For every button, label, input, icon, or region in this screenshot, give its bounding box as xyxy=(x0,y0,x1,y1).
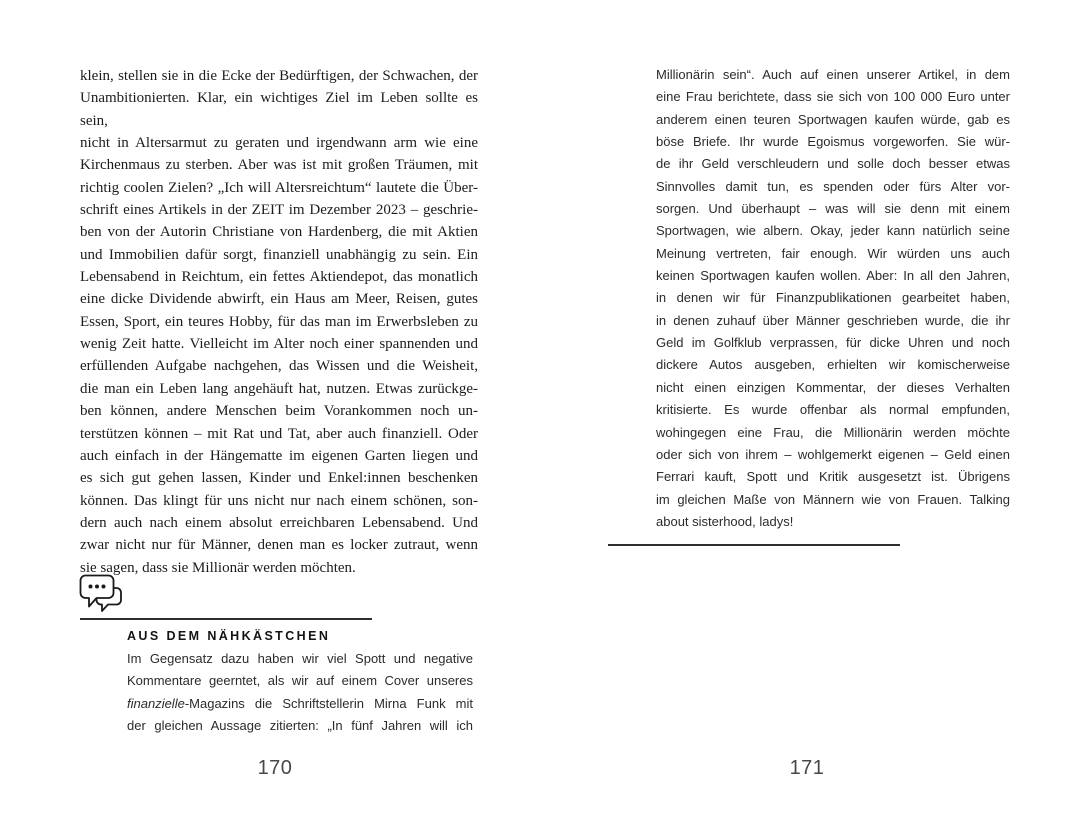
text-line: schrift eines Artikels in der ZEIT im Dezember 2023 – geschrie- xyxy=(80,202,478,219)
callout-top-rule xyxy=(80,618,372,620)
text-line: ben von der Autorin Christiane von Hardenberg, die mit Aktien xyxy=(80,224,478,241)
text-line: es sich gut gehen lassen, Kinder und Enkel:innen beschenken xyxy=(80,470,478,487)
text-line xyxy=(127,693,473,715)
text-line: richtig coolen Zielen? „Ich will Altersreichtum“ lautete die Über- xyxy=(80,179,478,196)
speech-bubbles-icon xyxy=(77,574,129,616)
text-line: Sportwagen, wie albern. Okay, jeder kann natürlich seine xyxy=(656,223,1010,239)
text-line: klein, stellen sie in die Ecke der Bedürftigen, der Schwachen, der xyxy=(80,68,478,84)
text-line: oder sich von ihrem – wohlgemerkt eigenen – Geld einen xyxy=(656,446,1010,462)
callout-text xyxy=(127,648,473,693)
text-line: Geld im Golfklub verprassen, für dicke Uhren und noch xyxy=(656,335,1010,351)
callout-box xyxy=(127,629,473,737)
text-line: im gleichen Maße von Männern wie von Frauen. Talking xyxy=(656,491,1010,507)
text-line: eine dicke Dividende abwirft, ein Haus am Meer, Reisen, gutes xyxy=(80,291,478,308)
right-page-body-text xyxy=(656,64,1010,533)
text-line: Lebensabend in Reichtum, ein fettes Aktiendepot, das monatlich xyxy=(80,269,478,286)
text-line: in denen zuhauf über Männer geschrieben wurde, die ihr xyxy=(656,312,1010,328)
text-line: wenig Zeit hatte. Vielleicht im Alter noch einer spannenden und xyxy=(80,336,478,353)
text-line: ben können, andere Menschen beim Vorankommen noch un- xyxy=(80,403,478,420)
page-number-right: 171 xyxy=(789,757,825,779)
text-line: böse Briefe. Ihr wurde Egoismus vorgeworfen. Sie wür- xyxy=(656,134,1010,150)
text-line: Essen, Sport, ein teures Hobby, für das man im Erwerbsleben zu xyxy=(80,313,478,330)
text-line-rest: -Magazins die Schriftstellerin Mirna Funk mit xyxy=(184,695,473,711)
text-line: sorgen. Und überhaupt – was will sie denn mit einem xyxy=(656,201,1010,217)
text-line: Kirchenmaus zu sterben. Aber was ist mit großen Träumen, mit xyxy=(80,157,478,174)
text-line: dickere Autos ausgeben, erhielten wir komischerweise xyxy=(656,357,1010,373)
text-line: nicht in Altersarmut zu geraten und irgendwann arm wie eine xyxy=(80,135,478,152)
text-line: Sinnvolles damit tun, es spenden oder fürs Alter vor- xyxy=(656,178,1010,194)
text-line: der gleichen Aussage zitierten: „In fünf Jahren will ich xyxy=(127,717,473,733)
callout-bottom-rule xyxy=(608,544,900,546)
text-line: und Immobilien dafür sorgt, finanziell unabhängig zu sein. Ein xyxy=(80,246,478,263)
text-line: auch einfach in der Hängematte im eigenen Garten liegen und xyxy=(80,447,478,464)
text-line: Ferrari kauft, Spott und Kritik ausgesetzt ist. Übrigens xyxy=(656,469,1010,485)
text-line: wohingegen eine Frau, die Millionärin werden möchte xyxy=(656,424,1010,440)
text-line: Millionärin sein“. Auch auf einen unserer Artikel, in dem xyxy=(656,67,1010,82)
callout-heading: AUS DEM NÄHKÄSTCHEN xyxy=(127,629,331,643)
text-line: in denen wir für Finanzpublikationen gearbeitet haben, xyxy=(656,290,1010,306)
text-line: die man ein Leben lang angehäuft hat, nutzen. Etwas zurückge- xyxy=(80,380,478,397)
text-line: kritisierte. Es wurde offenbar als normal empfunden, xyxy=(656,402,1010,418)
text-line: erfüllenden Aufgabe nachgehen, das Wissen und die Weisheit, xyxy=(80,358,478,375)
text-line: de ihr Geld verschleudern und solle doch besser etwas xyxy=(656,156,1010,172)
text-line: zwar nicht nur für Männer, denen man es locker zutraut, wenn xyxy=(80,537,478,554)
text-line: anderem einen teuren Sportwagen kaufen würde, gab es xyxy=(656,111,1010,127)
text-line: Im Gegensatz dazu haben wir viel Spott und negative xyxy=(127,651,473,666)
text-line: eine Frau berichtete, dass sie sich von 100 000 Euro unter xyxy=(656,89,1010,105)
text-line: about sisterhood, ladys! xyxy=(656,513,794,529)
text-line: dern auch nach einem absolut erreichbaren Lebensabend. Und xyxy=(80,514,478,531)
magazine-name: finanzielle xyxy=(127,695,185,711)
text-line: terstützen können – mit Rat und Tat, aber auch finanziell. Oder xyxy=(80,425,478,442)
text-line: Unambitionierten. Klar, ein wichtiges Ziel im Leben sollte es sein, xyxy=(80,90,478,129)
text-line: können. Das klingt für uns nicht nur nach einem schönen, son- xyxy=(80,492,478,509)
text-line: Meinung vertreten, fair enough. Wir würden uns auch xyxy=(656,245,1010,261)
page-number-left: 170 xyxy=(257,757,293,779)
text-line: nicht einen einzigen Kommentar, der dieses Verhalten xyxy=(656,379,1010,395)
text-line: sie sagen, dass sie Millionär werden möchten. xyxy=(80,559,356,576)
left-page-body-text xyxy=(80,65,478,579)
text-line: Kommentare geerntet, als wir auf einem Cover unseres xyxy=(127,673,473,689)
text-line: keinen Sportwagen kaufen wollen. Aber: In all den Jahren, xyxy=(656,268,1010,284)
